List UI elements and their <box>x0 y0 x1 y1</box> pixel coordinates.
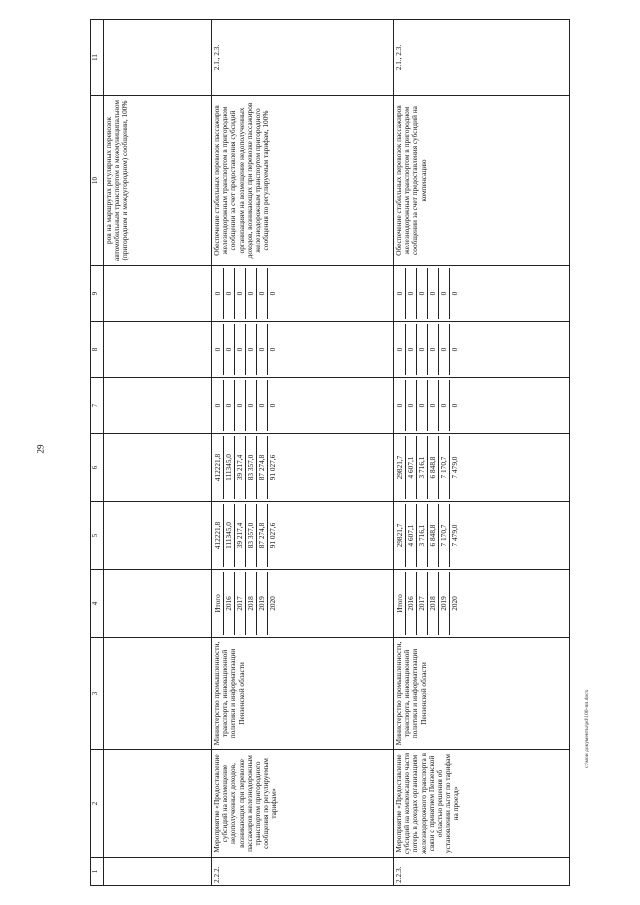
value-item: 0 <box>235 324 246 375</box>
value-item: 91 027,6 <box>268 522 277 549</box>
header-cell: 2 <box>91 750 104 858</box>
value-item: 6 848,8 <box>428 436 439 499</box>
value-item: 0 <box>257 268 268 319</box>
year-item: 2016 <box>224 572 235 635</box>
value-item: 0 <box>235 268 246 319</box>
col5-cell <box>212 502 394 570</box>
value-item: 0 <box>257 380 268 431</box>
value-item: 0 <box>395 380 406 431</box>
col5-cell <box>394 502 570 570</box>
value-item: 0 <box>268 403 277 408</box>
col8-cell <box>212 322 394 378</box>
col7-cell <box>394 378 570 434</box>
value-item: 91 027,6 <box>268 454 277 481</box>
col6-cell <box>212 434 394 502</box>
continuation-text: ров на маршрутах регулярных перевозок автомобильным транспортом в межмуниципальном (пригородном и междугородном) сообщении, 100% <box>104 96 212 266</box>
value-item: 0 <box>439 380 450 431</box>
year-item: 2019 <box>439 572 450 635</box>
value-item: 3 716,1 <box>417 504 428 567</box>
col6-cell <box>394 434 570 502</box>
value-item: 0 <box>268 291 277 296</box>
value-item: 0 <box>224 268 235 319</box>
year-item: Итого <box>395 572 406 635</box>
header-cell: 4 <box>91 570 104 638</box>
year-item: Итого <box>213 572 224 635</box>
value-item: 7 479,0 <box>450 456 459 479</box>
year-item: 2019 <box>257 572 268 635</box>
value-item: 0 <box>246 380 257 431</box>
value-item: 0 <box>395 268 406 319</box>
col9-cell <box>212 266 394 322</box>
header-cell: 11 <box>91 20 104 96</box>
value-item: 0 <box>213 268 224 319</box>
footer-file-path: c:\мои документы\pd\100-пп.docx <box>584 689 590 768</box>
row-ref: 2.1., 2.3. <box>212 20 394 96</box>
year-item: 2018 <box>246 572 257 635</box>
value-item: 0 <box>406 380 417 431</box>
value-item: 0 <box>257 324 268 375</box>
value-item: 0 <box>439 268 450 319</box>
value-item: 0 <box>439 324 450 375</box>
header-row <box>91 20 104 886</box>
header-cell: 1 <box>91 858 104 886</box>
value-item: 29821,7 <box>395 436 406 499</box>
value-item: 0 <box>213 380 224 431</box>
value-item: 29821,7 <box>395 504 406 567</box>
value-item: 0 <box>224 380 235 431</box>
value-item: 412221,8 <box>213 504 224 567</box>
value-item: 0 <box>406 324 417 375</box>
table-row-2-2-2 <box>212 20 394 886</box>
value-item: 7 479,0 <box>450 524 459 547</box>
row-indicator: Обеспечение стабильных перевозок пассажиров железнодорожным транспортом в пригородном сообщении за счет предоставления субсидий на компенсацию <box>394 96 570 266</box>
value-item: 0 <box>235 380 246 431</box>
value-item: 7 170,7 <box>439 504 450 567</box>
value-item: 412221,8 <box>213 436 224 499</box>
value-item: 6 848,8 <box>428 504 439 567</box>
header-cell: 9 <box>91 266 104 322</box>
year-item: 2017 <box>417 572 428 635</box>
year-item: 2016 <box>406 572 417 635</box>
header-cell: 6 <box>91 434 104 502</box>
value-item: 0 <box>246 324 257 375</box>
value-item: 0 <box>450 291 459 296</box>
rotated-table-container <box>90 20 570 886</box>
row-indicator: Обеспечение стабильных перевозок пассажиров железнодорожным транспортом в пригородном сообщении за счет предоставления субсидий организациям на возмещение недополученных доходов, возникающих при перевозке пассажиров железнодорожным транспортом пригородного сообщения по регулируемым тарифам, 100% <box>212 96 394 266</box>
value-item: 111345,0 <box>224 436 235 499</box>
program-table <box>90 19 570 886</box>
continuation-row <box>104 20 212 886</box>
row-executor: Министерство промышленности, транспорта, инновационной политики и информатизации Пензенской области <box>212 638 394 750</box>
col8-cell <box>394 322 570 378</box>
value-item: 7 170,7 <box>439 436 450 499</box>
value-item: 0 <box>268 347 277 352</box>
value-item: 87 274,8 <box>257 436 268 499</box>
row-name: Мероприятие «Предоставление субсидий на компенсацию части потерь в доходах организациям железнодорожного транспорта в связи с принятием Пензенской областью решения об установлении льгот по тарифам на проезд» <box>394 750 570 858</box>
row-ref: 2.1., 2.3. <box>394 20 570 96</box>
row-executor: Министерство промышленности, транспорта, инновационной политики и информатизации Пензенской области <box>394 638 570 750</box>
value-item: 4 607,1 <box>406 504 417 567</box>
year-item: 2018 <box>428 572 439 635</box>
col7-cell <box>212 378 394 434</box>
value-item: 4 607,1 <box>406 436 417 499</box>
header-cell: 10 <box>91 96 104 266</box>
value-item: 39 217,4 <box>235 436 246 499</box>
value-item: 111345,0 <box>224 504 235 567</box>
col9-cell <box>394 266 570 322</box>
years-cell <box>212 570 394 638</box>
header-cell: 7 <box>91 378 104 434</box>
row-code: 2.2.2. <box>212 858 394 886</box>
value-item: 0 <box>406 268 417 319</box>
value-item: 0 <box>395 324 406 375</box>
value-item: 83 357,0 <box>246 436 257 499</box>
value-item: 39 217,4 <box>235 504 246 567</box>
value-item: 0 <box>450 347 459 352</box>
years-cell <box>394 570 570 638</box>
value-item: 0 <box>246 268 257 319</box>
year-item: 2020 <box>450 596 459 611</box>
value-item: 0 <box>428 324 439 375</box>
row-name: Мероприятие «Предоставление субсидий на возмещение недополученных доходов, возникающих при перевозке пассажиров железнодорожным транспортом пригородного сообщения по регулируемым тарифам» <box>212 750 394 858</box>
row-code: 2.2.3. <box>394 858 570 886</box>
value-item: 3 716,1 <box>417 436 428 499</box>
value-item: 0 <box>213 324 224 375</box>
value-item: 0 <box>417 324 428 375</box>
value-item: 87 274,8 <box>257 504 268 567</box>
header-cell: 5 <box>91 502 104 570</box>
year-item: 2017 <box>235 572 246 635</box>
year-item: 2020 <box>268 596 277 611</box>
header-cell: 8 <box>91 322 104 378</box>
value-item: 0 <box>224 324 235 375</box>
value-item: 0 <box>428 380 439 431</box>
value-item: 0 <box>428 268 439 319</box>
value-item: 0 <box>450 403 459 408</box>
page-number: 29 <box>35 444 46 454</box>
header-cell: 3 <box>91 638 104 750</box>
table-row-2-2-3 <box>394 20 570 886</box>
value-item: 0 <box>417 268 428 319</box>
value-item: 83 357,0 <box>246 504 257 567</box>
value-item: 0 <box>417 380 428 431</box>
